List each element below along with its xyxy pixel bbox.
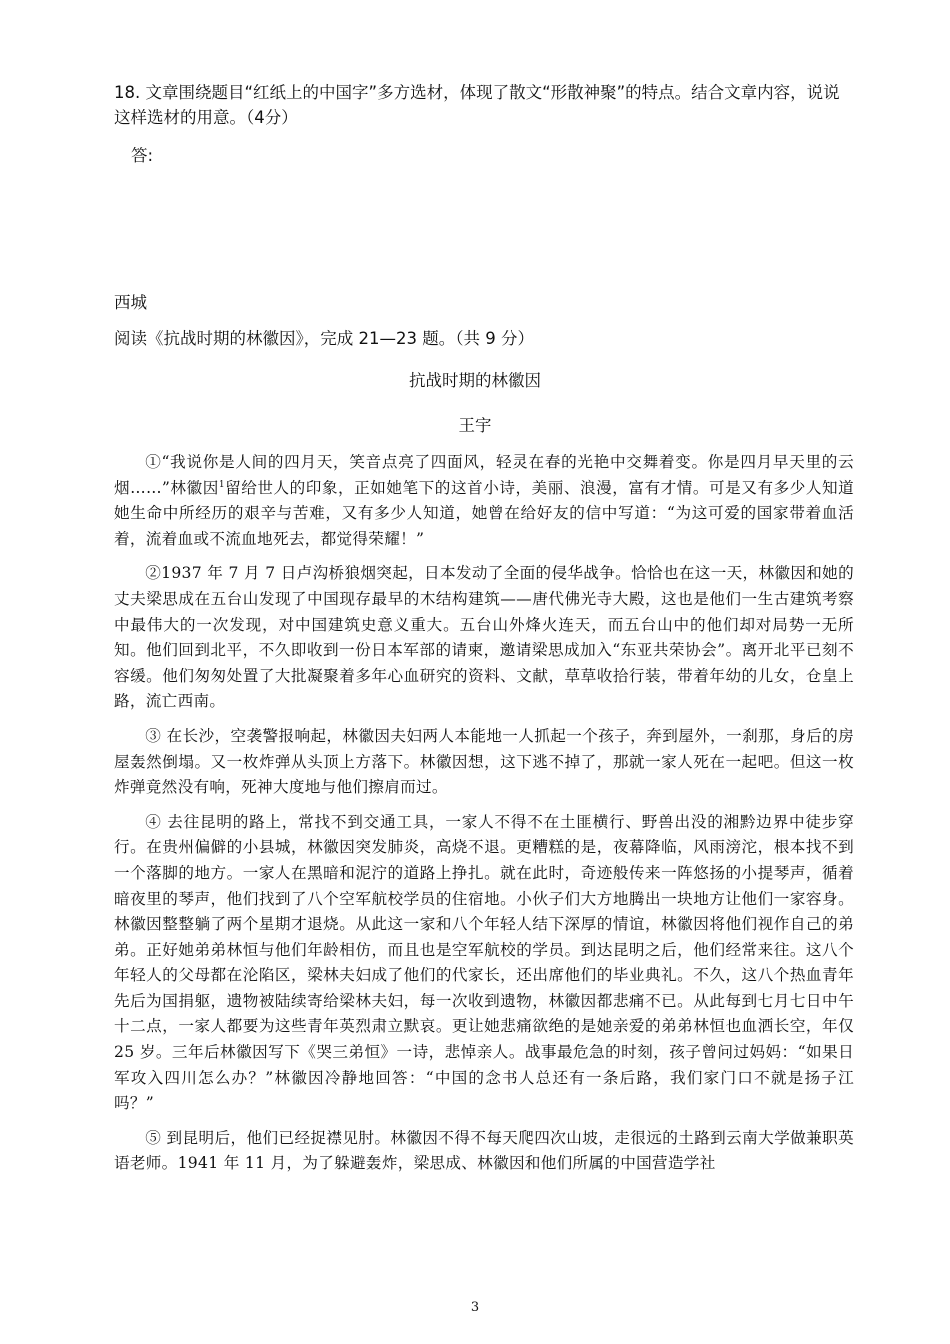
paragraph-1-text-b: 留给世人的印象，正如她笔下的这首小诗，美丽、浪漫，富有才情。可是又有多少人知道她生命中所经历的艰辛与苦难，又有多少人知道，她曾在给好友的信中写道：“为这可爱的国家带着血活着，流着血或不流血地死去，都觉得荣耀！”	[114, 478, 854, 548]
reading-instruction: 阅读《抗战时期的林徽因》，完成 21—23 题。（共 9 分）	[114, 329, 534, 348]
paragraph-4: ④ 去往昆明的路上，常找不到交通工具，一家人不得不在土匪横行、野兽出没的湘黔边界中徒步穿行。在贵州偏僻的小县城，林徽因突发肺炎，高烧不退。更糟糕的是，夜幕降临，风雨滂沱，根本找不到一个落脚的地方。一家人在黑暗和泥泞的道路上挣扎。就在此时，奇迹般传来一阵悠扬的小提琴声，循着暗夜里的琴声，他们找到了八个空军航校学员的住宿地。小伙子们大方地腾出一块地方让他们一家容身。林徽因整整躺了两个星期才退烧。从此这一家和八个年轻人结下深厚的情谊，林徽因将他们视作自己的弟弟。正好她弟弟林恒与他们年龄相仿，而且也是空军航校的学员。到达昆明之后，他们经常来往。这八个年轻人的父母都在沦陷区，梁林夫妇成了他们的代家长，还出席他们的毕业典礼。不久，这八个热血青年先后为国捐躯，遗物被陆续寄给梁林夫妇，每一次收到遗物，林徽因都悲痛不已。从此每到七月七日中午十二点，一家人都要为这些青年英烈肃立默哀。更让她悲痛欲绝的是她亲爱的弟弟林恒也血洒长空，年仅 25 岁。三年后林徽因写下《哭三弟恒》一诗，悲悼亲人。战事最危急的时刻，孩子曾问过妈妈：“如果日军攻入四川怎么办？”林徽因冷静地回答：“中国的念书人总还有一条后路，我们家门口不就是扬子江吗？”	[114, 812, 854, 1113]
region-heading: 西城	[114, 293, 147, 312]
answer-label: 答:	[131, 146, 154, 165]
paragraph-1	[114, 450, 854, 552]
article-title: 抗战时期的林徽因	[409, 371, 541, 390]
paragraph-2: ②1937 年 7 月 7 日卢沟桥狼烟突起，日本发动了全面的侵华战争。恰恰也在这一天，林徽因和她的丈夫梁思成在五台山发现了中国现存最早的木结构建筑——唐代佛光寺大殿，这也是他们一生古建筑考察中最伟大的一次发现，对中国建筑史意义重大。五台山外烽火连天，而五台山中的他们却对局势一无所知。他们回到北平，不久即收到一份日本军部的请柬，邀请梁思成加入“东亚共荣协会”。离开北平已刻不容缓。他们匆匆处置了大批凝聚着多年心血研究的资料、文献，草草收拾行装，带着年幼的儿女，仓皇上路，流亡西南。	[114, 564, 854, 711]
footnote-marker: 1	[218, 479, 225, 490]
question-18: 18. 文章围绕题目“红纸上的中国字”多方选材，体现了散文“形散神聚”的特点。结合文章内容，说说这样选材的用意。（4分）	[114, 83, 840, 127]
paragraph-1-text-a: ①“我说你是人间的四月天，笑音点亮了四面风，轻灵在春的光艳中交舞着变。你是四月早天里的云烟……”林徽因	[114, 453, 854, 497]
paragraph-3: ③ 在长沙，空袭警报响起，林徽因夫妇两人本能地一人抓起一个孩子，奔到屋外，一刹那，身后的房屋轰然倒塌。又一枚炸弹从头顶上方落下。林徽因想，这下逃不掉了，那就一家人死在一起吧。但这一枚炸弹竟然没有响，死神大度地与他们擦肩而过。	[114, 726, 854, 797]
article-author: 王宇	[458, 416, 492, 435]
paragraph-5: ⑤ 到昆明后，他们已经捉襟见肘。林徽因不得不每天爬四次山坡，走很远的土路到云南大学做兼职英语老师。1941 年 11 月，为了躲避轰炸，梁思成、林徽因和他们所属的中国营造学社	[114, 1128, 854, 1173]
article-body	[114, 450, 854, 1186]
page-number: 3	[470, 1300, 480, 1315]
